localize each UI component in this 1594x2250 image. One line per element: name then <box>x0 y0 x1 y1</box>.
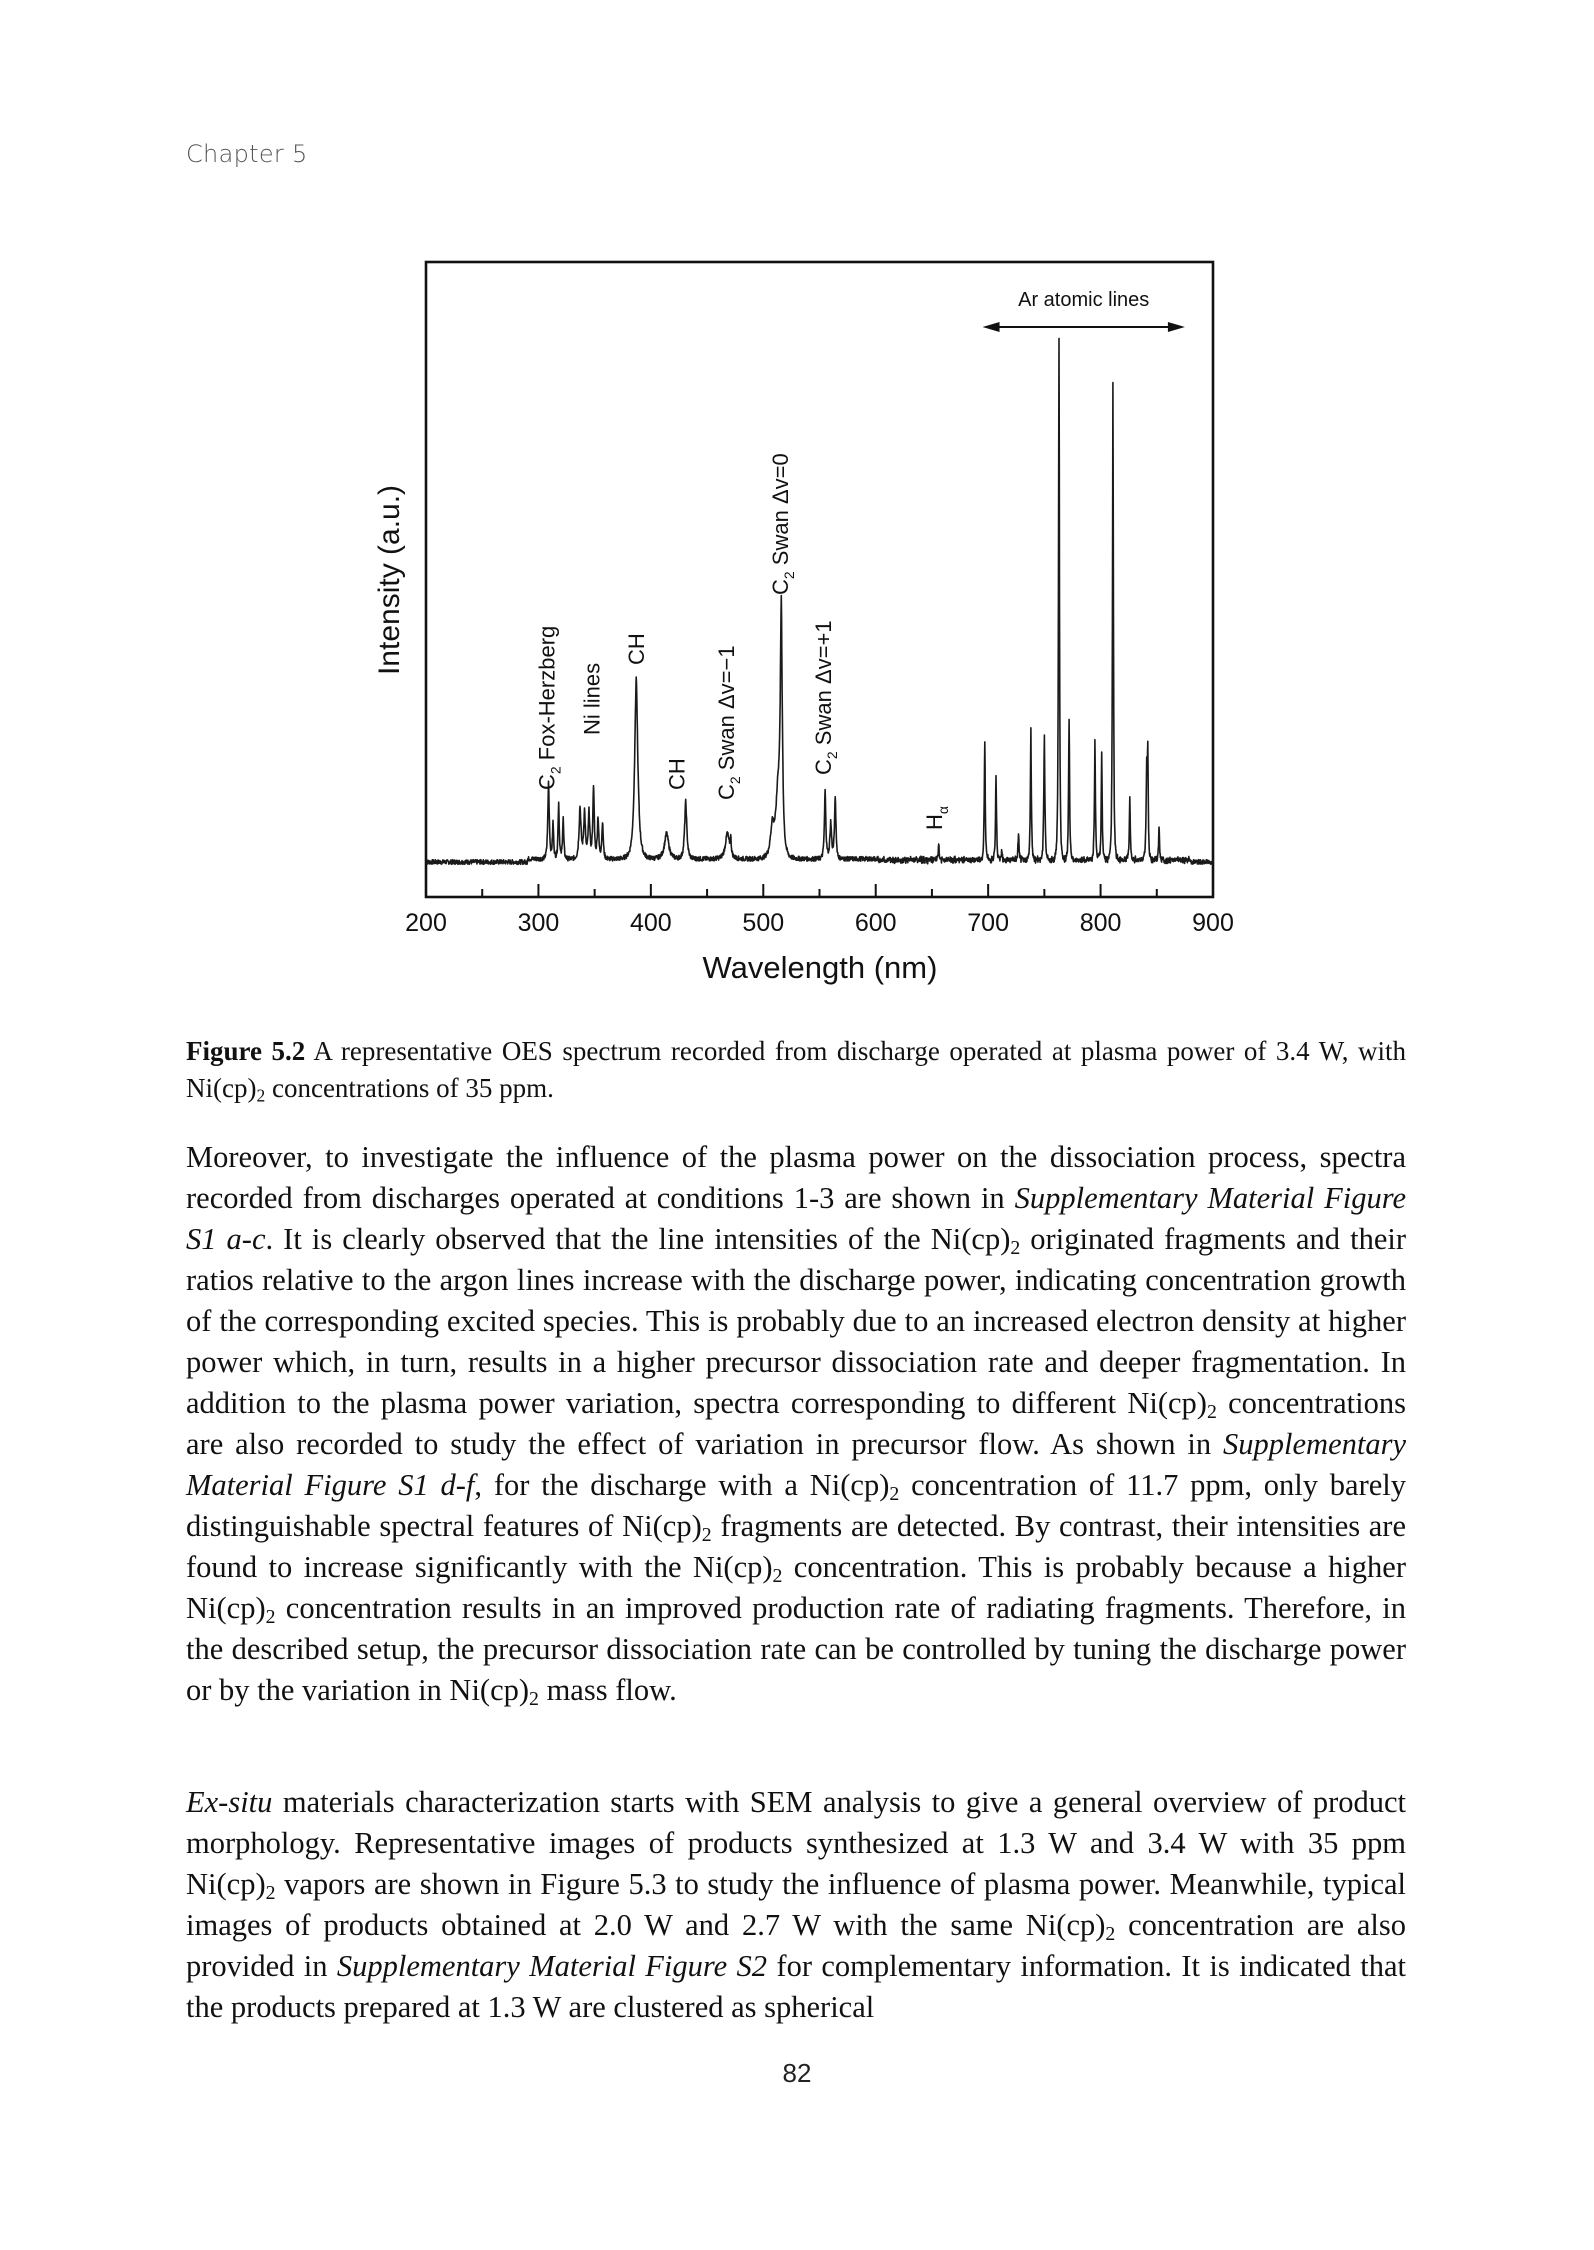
subscript: 2 <box>1105 1922 1116 1945</box>
x-tick-label: 200 <box>405 909 447 937</box>
text-run: concentration are also provided in <box>186 1908 1406 1983</box>
text-run: , for the discharge with a Ni(cp) <box>474 1468 890 1502</box>
text-run: concentration. This is probably because a higher Ni(cp) <box>186 1550 1406 1625</box>
peak-label-main: Ni lines <box>579 662 605 735</box>
subscript: 2 <box>265 1881 276 1904</box>
oes-spectrum-chart <box>0 0 1594 1010</box>
peak-label <box>768 453 797 595</box>
peak-annotations <box>534 453 951 830</box>
ar-atomic-lines-label: Ar atomic lines <box>1018 289 1150 311</box>
x-tick-label: 400 <box>629 909 672 937</box>
figure-label: Figure 5.2 <box>186 1036 306 1066</box>
peak-label-rest: Fox-Herzberg <box>534 625 560 767</box>
page-number: 82 <box>782 2058 812 2088</box>
peak-label <box>922 806 951 830</box>
caption-text: A representative OES spectrum recorded from discharge operated at plasma power of 3.4 W, with Ni(cp) <box>186 1036 1406 1103</box>
text-run: for complementary information. It is indicated that the products prepared at 1.3 W are clustered as spherical <box>186 1949 1406 2024</box>
peak-label <box>665 758 690 790</box>
peak-label-main: C <box>810 759 836 775</box>
text-run: materials characterization starts with SEM analysis to give a general overview of product morphology. Representative images of products synthesized at 1.3 W and 3.4 W with 35 ppm Ni(cp) <box>186 1785 1406 1901</box>
caption-subscript: 2 <box>256 1085 266 1106</box>
peak-label-main: C <box>534 774 560 790</box>
peak-label <box>714 645 743 800</box>
x-axis-ticks <box>426 884 1213 897</box>
x-axis-tick-labels <box>405 909 1234 937</box>
running-head: Chapter 5 <box>186 140 308 168</box>
x-tick-label: 800 <box>1079 909 1122 937</box>
peak-label <box>534 626 563 790</box>
italic-reference: Supplementary Material Figure S1 d-f <box>186 1427 1406 1502</box>
subscript: 2 <box>529 1687 539 1710</box>
x-tick-label: 900 <box>1192 909 1234 937</box>
ar-range-annotation <box>983 289 1185 332</box>
italic-reference: Supplementary Material Figure S2 <box>336 1949 768 1983</box>
peak-label-rest: Swan Δv=0 <box>768 453 794 572</box>
text-run: Moreover, to investigate the influence of the plasma power on the dissociation process, spectra recorded from discharges operated at conditions 1-3 are shown in <box>186 1140 1406 1215</box>
arrow-right-icon <box>1168 322 1185 332</box>
peak-label-rest: Swan Δv=+1 <box>810 620 836 752</box>
peak-label-main: CH <box>664 758 690 790</box>
text-run: mass flow. <box>538 1673 677 1707</box>
x-tick-label: 700 <box>967 909 1010 937</box>
peak-label <box>624 633 649 665</box>
text-run: . It is clearly observed that the line intensities of the Ni(cp) <box>265 1222 1011 1256</box>
subscript: 2 <box>265 1605 276 1628</box>
peak-label-sub: 2 <box>547 766 564 775</box>
subscript: 2 <box>772 1564 783 1587</box>
subscript: 2 <box>889 1482 900 1505</box>
peak-label-main: C <box>768 579 794 595</box>
subscript: 2 <box>1010 1236 1021 1259</box>
peak-label-main: H <box>922 814 948 830</box>
y-axis-label: Intensity (a.u.) <box>373 484 406 676</box>
text-run: fragments are detected. By contrast, their intensities are found to increase significantly with the Ni(cp) <box>186 1509 1406 1584</box>
peak-label <box>579 663 604 735</box>
body-paragraph-1 <box>186 1137 1406 1711</box>
peak-label-sub: α <box>935 806 952 815</box>
figure-caption <box>186 1033 1406 1107</box>
arrow-left-icon <box>983 322 1000 332</box>
text-run: concentration of 11.7 ppm, only barely distinguishable spectral features of Ni(cp) <box>186 1468 1407 1543</box>
x-axis-label: Wavelength (nm) <box>702 950 938 985</box>
peak-label-main: C <box>714 784 740 800</box>
body-paragraph-2 <box>186 1782 1406 2028</box>
x-tick-label: 500 <box>742 909 785 937</box>
text-run: concentrations are also recorded to study the effect of variation in precursor flow. As shown in <box>186 1386 1406 1461</box>
caption-end: concentrations of 35 ppm. <box>265 1073 554 1103</box>
subscript: 2 <box>701 1523 712 1546</box>
peak-label-rest: Swan Δv=−1 <box>714 645 740 777</box>
x-tick-label: 300 <box>517 909 560 937</box>
peak-label <box>811 620 840 775</box>
text-run: vapors are shown in Figure 5.3 to study the influence of plasma power. Meanwhile, typical images of products obtained at 2.0 W and 2.7 W with the same Ni(cp) <box>186 1867 1406 1942</box>
italic-reference: Ex-situ <box>186 1785 273 1819</box>
peak-label-sub: 2 <box>727 776 744 785</box>
subscript: 2 <box>1206 1400 1217 1423</box>
peak-label-sub: 2 <box>781 571 798 580</box>
peak-label-main: CH <box>624 633 650 665</box>
peak-label-sub: 2 <box>823 751 840 760</box>
x-tick-label: 600 <box>854 909 897 937</box>
italic-reference: Supplementary Material Figure S1 a-c <box>186 1181 1407 1256</box>
text-run: originated fragments and their ratios relative to the argon lines increase with the discharge power, indicating concentration growth of the corresponding excited species. This is probably due to an increased electron density at higher power which, in turn, results in a higher precursor dissociation rate and deeper fragmentation. In addition to the plasma power variation, spectra corresponding to different Ni(cp) <box>186 1222 1406 1420</box>
text-run: concentration results in an improved production rate of radiating fragments. Therefore, in the described setup, the precursor dissociation rate can be controlled by tuning the discharge power or by the variation in Ni(cp) <box>186 1591 1406 1707</box>
